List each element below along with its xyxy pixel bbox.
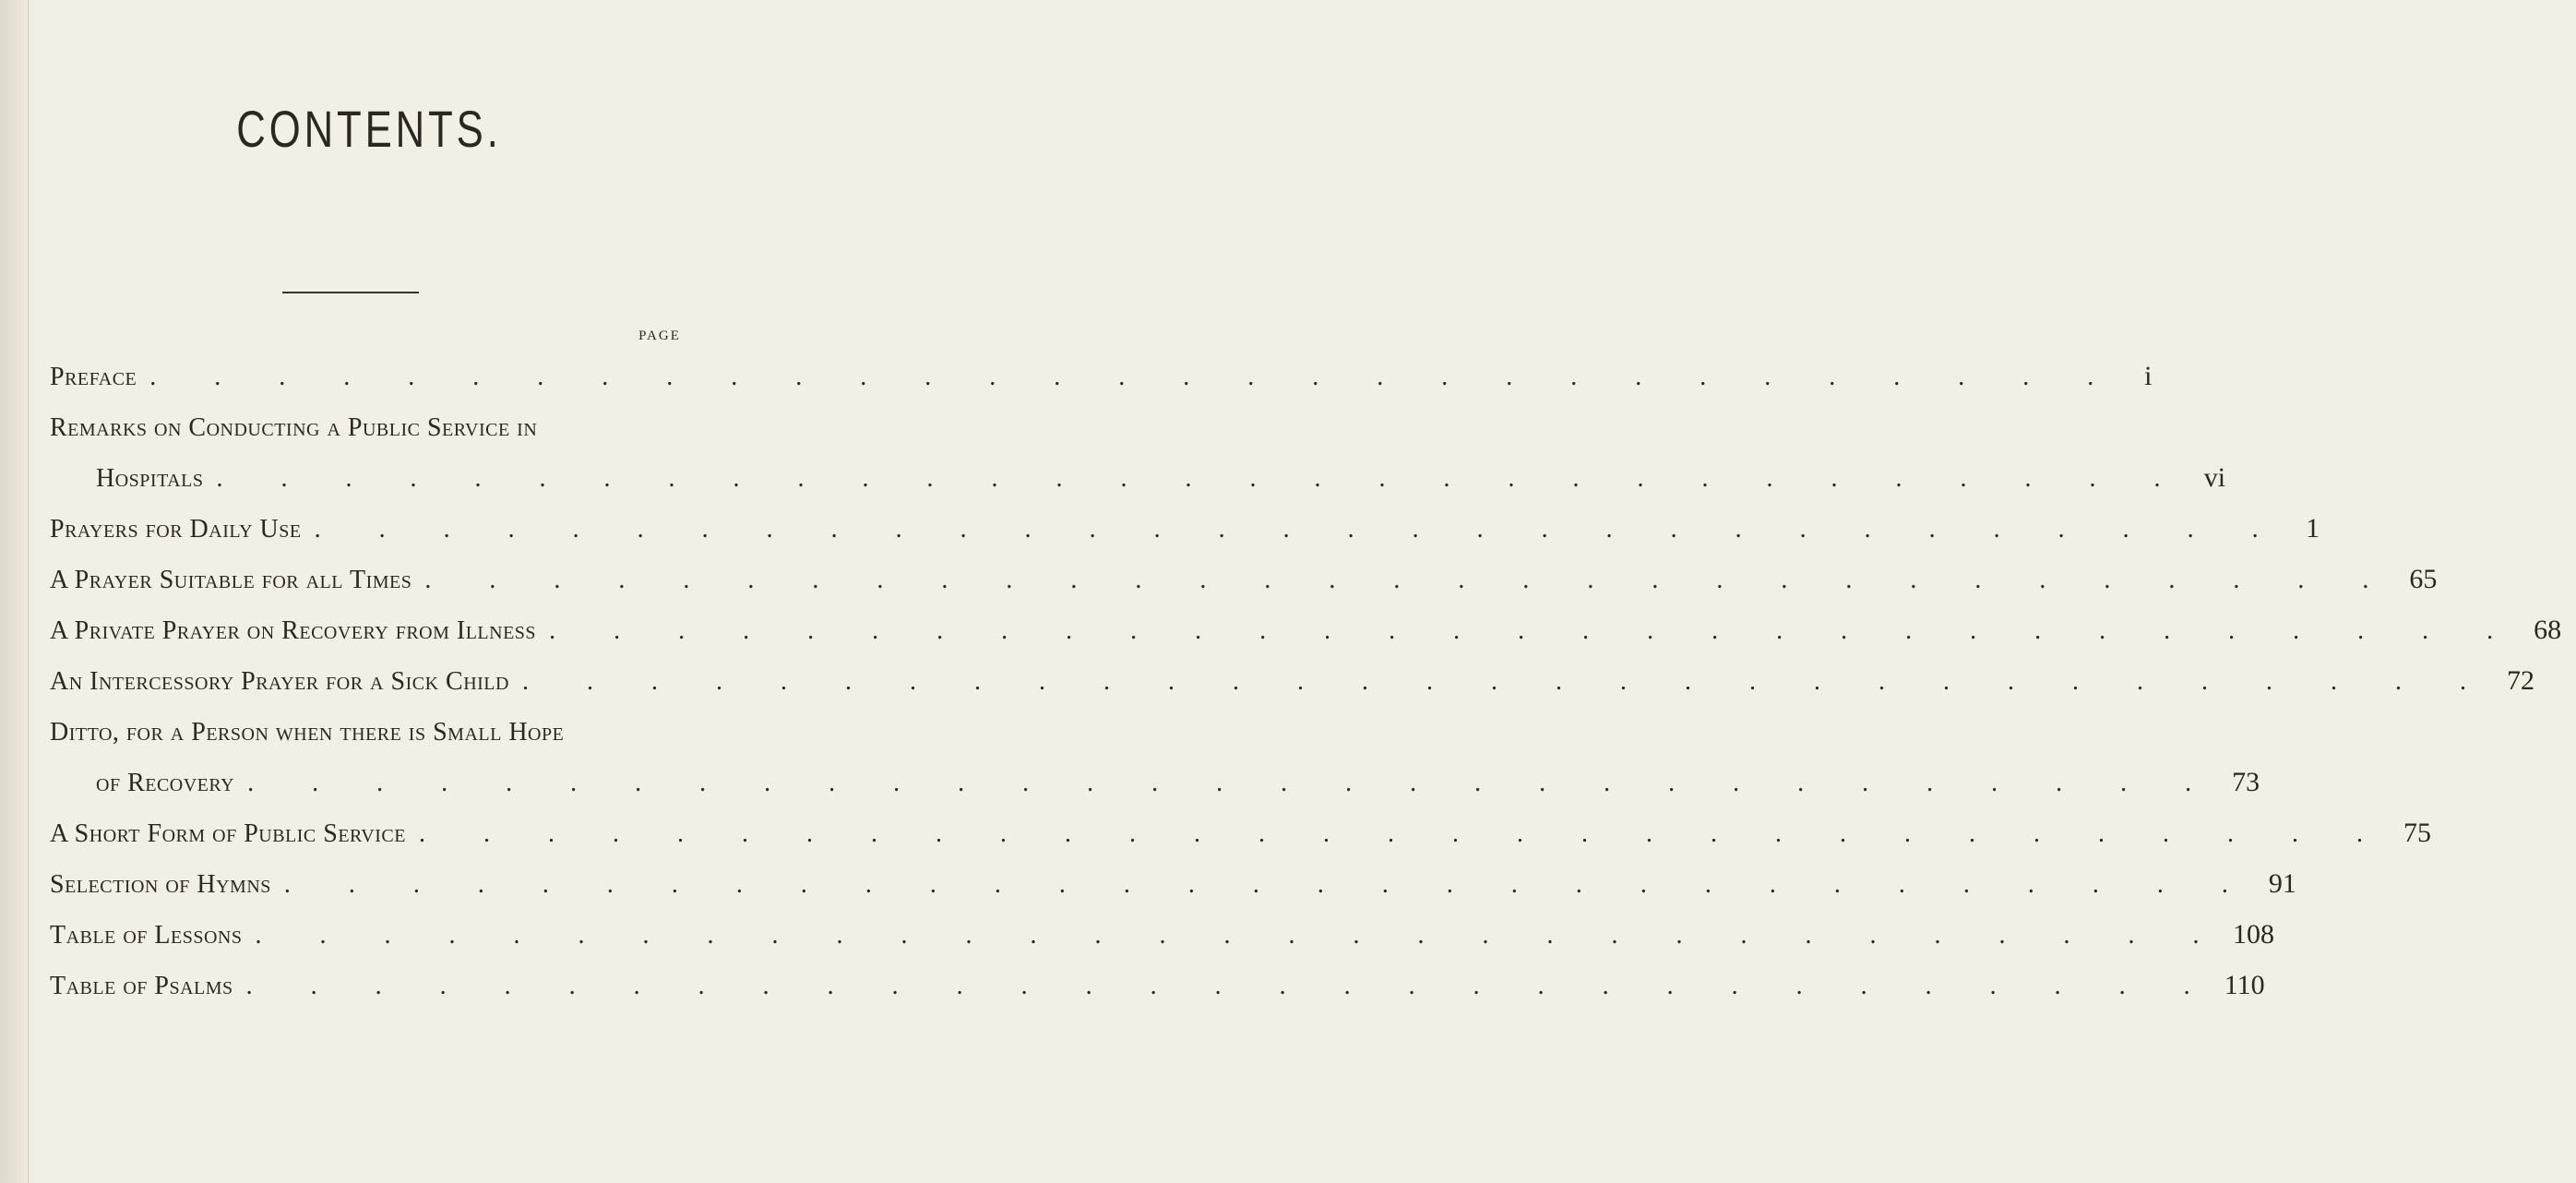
toc-entry-label: Prayers for Daily Use: [50, 515, 302, 544]
toc-entry-page: i: [2144, 361, 2153, 391]
toc-entry-page: 75: [2403, 818, 2431, 848]
toc-entry-intercessory-prayer: [50, 648, 2534, 699]
page-edge-line: [28, 0, 29, 1183]
toc-entry-preface: [50, 343, 2153, 394]
dot-leader: . . . . . . . . . . . . . . . . . . . . . . . . . . . . . . .: [283, 870, 2254, 899]
toc-entry-psalms: [50, 952, 2265, 1003]
page-column-header: PAGE: [638, 329, 681, 343]
dot-leader: . . . . . . . . . . . . . . . . . . . . . . . . . . . . . . .: [216, 464, 2187, 493]
toc-entry-lessons: [50, 902, 2274, 952]
toc-entry-label: Selection of Hymns: [50, 870, 271, 899]
dot-leader: . . . . . . . . . . . . . . . . . . . . . . . . . . . . . . .: [521, 667, 2492, 696]
toc-entry-label: A Short Form of Public Service: [50, 819, 406, 848]
toc-entry-hymns: [50, 851, 2296, 902]
toc-entry-page: 108: [2232, 919, 2274, 950]
dot-leader: . . . . . . . . . . . . . . . . . . . . . . . . . . . . . . .: [149, 363, 2120, 391]
toc-entry-page: 91: [2268, 868, 2296, 899]
toc-entry-of-recovery: [50, 749, 2260, 800]
dot-leader: . . . . . . . . . . . . . . . . . . . . . . . . . . . . . . .: [247, 769, 2218, 797]
toc-entry-page: 68: [2534, 615, 2562, 645]
dot-leader: . . . . . . . . . . . . . . . . . . . . . . . . . . . . . . .: [549, 616, 2520, 645]
toc-entry-remarks: [50, 394, 701, 445]
title-rule: [282, 292, 419, 293]
toc-entry-private-prayer: [50, 597, 2562, 648]
toc-entry-label: Remarks on Conducting a Public Service in: [50, 413, 538, 442]
toc-entry-ditto: [50, 699, 701, 749]
toc-entry-label: A Private Prayer on Recovery from Illness: [50, 616, 537, 645]
toc-entry-page: vi: [2203, 462, 2226, 493]
dot-leader: . . . . . . . . . . . . . . . . . . . . . . . . . . . . . . .: [245, 972, 2216, 1000]
toc-entry-label: An Intercessory Prayer for a Sick Child: [50, 667, 509, 696]
toc-entry-label: of Recovery: [96, 769, 235, 797]
table-of-contents: [50, 343, 2562, 1003]
dot-leader: . . . . . . . . . . . . . . . . . . . . . . . . . . . . . . .: [418, 819, 2389, 848]
toc-entry-label: Table of Lessons: [50, 921, 243, 950]
toc-entry-short-form: [50, 800, 2431, 851]
toc-entry-page: 72: [2506, 665, 2534, 696]
toc-entry-page: 110: [2224, 970, 2265, 1000]
toc-entry-page: 73: [2232, 767, 2260, 797]
dot-leader: . . . . . . . . . . . . . . . . . . . . . . . . . . . . . . .: [255, 921, 2225, 950]
toc-entry-prayers-daily: [50, 496, 2320, 546]
toc-entry-page: 65: [2409, 564, 2438, 594]
toc-entry-label: Ditto, for a Person when there is Small Hope: [50, 718, 565, 747]
dot-leader: . . . . . . . . . . . . . . . . . . . . . . . . . . . . . . .: [424, 566, 2395, 594]
toc-entry-label: Table of Psalms: [50, 972, 233, 1000]
toc-entry-prayer-all-times: [50, 546, 2438, 597]
toc-entry-label: Preface: [50, 363, 137, 391]
toc-entry-hospitals: [50, 445, 2226, 496]
page-edge-shadow: [0, 0, 37, 1183]
page-title: CONTENTS.: [236, 100, 502, 158]
dot-leader: . . . . . . . . . . . . . . . . . . . . . . . . . . . . . . .: [314, 515, 2284, 544]
toc-entry-page: 1: [2306, 513, 2320, 544]
toc-entry-label: A Prayer Suitable for all Times: [50, 566, 412, 594]
toc-entry-label: Hospitals: [96, 464, 204, 493]
